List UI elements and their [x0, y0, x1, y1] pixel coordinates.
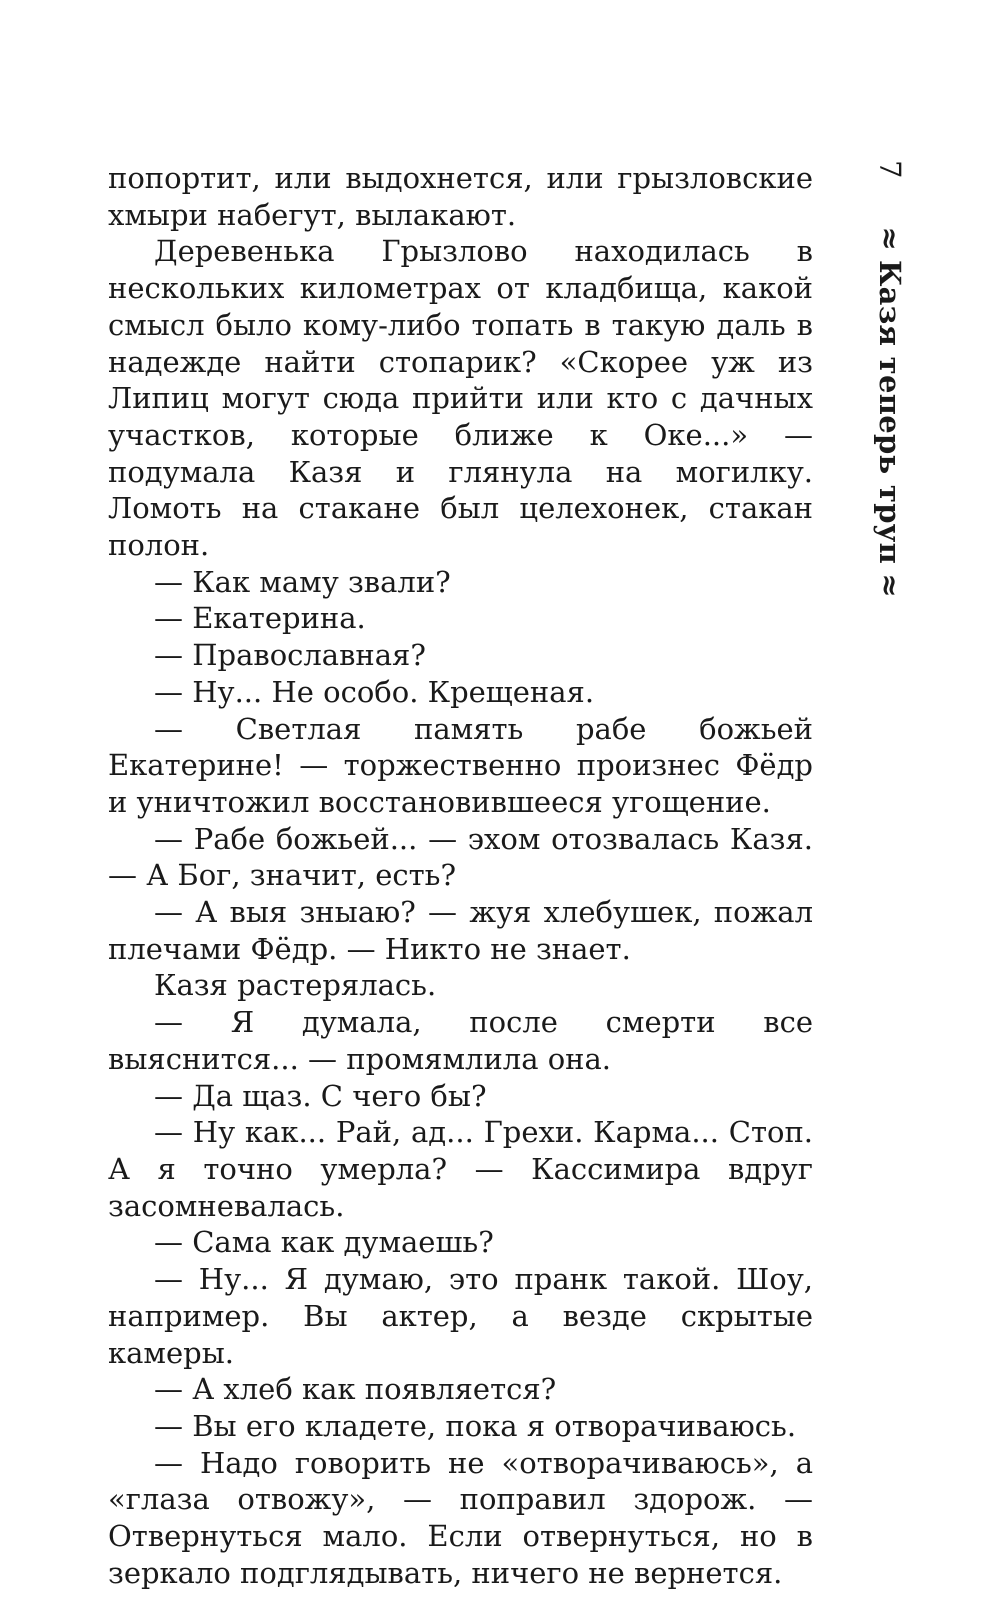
running-head-text: [866, 160, 914, 760]
dialogue-line: — Светлая память рабе божьей Екатерине! — торжественно произнес Фёдр и уничтожил восстановившееся угощение.: [108, 711, 813, 819]
dialogue-line: — Православная?: [154, 638, 426, 673]
dialogue-line: — Надо говорить не «отворачиваюсь», а «глаза отвожу», — поправил здорож. — Отвернуться мало. Если отвернуться, но в зеркало подглядывать, ничего не вернется.: [108, 1445, 813, 1590]
ornament-right: ≈: [873, 573, 907, 598]
dialogue-line: — Рабе божьей... — эхом отозвалась Казя. — А Бог, значит, есть?: [108, 821, 813, 893]
dialogue-line: — Ну... Не особо. Крещеная.: [154, 674, 595, 709]
dialogue-line: — Екатерина.: [154, 601, 366, 636]
ornament-left: ≈: [873, 226, 907, 251]
dialogue-line: — Я думала, после смерти все выяснится... — промямлила она.: [108, 1005, 813, 1076]
dialogue-line: — Ну... Я думаю, это пранк такой. Шоу, например. Вы актер, а везде скрытые камеры.: [108, 1262, 813, 1370]
body-text: [108, 160, 813, 1591]
dialogue-line: — Сама как думаешь?: [154, 1225, 494, 1260]
dialogue-line: — А выя зныаю? — жуя хлебушек, пожал плечами Фёдр. — Никто не знает.: [108, 895, 813, 966]
dialogue-line: — Как маму звали?: [154, 564, 451, 599]
dialogue-line: — Ну как... Рай, ад... Грехи. Карма... Стоп. А я точно умерла? — Кассимира вдруг засомневалась.: [108, 1115, 813, 1223]
paragraph: Казя растерялась.: [154, 968, 437, 1003]
page-number: 7: [873, 160, 907, 179]
paragraph: Деревенька Грызлово находилась в нескольких километрах от кладбища, какой смысл было кому-либо топать в такую даль в надежде найти стопарик? «Скорее уж из Липиц могут сюда прийти или кто с дачных участков, которые ближе к Оке...» — подумала Казя и глянула на могилку. Ломоть на стакане был целехонек, стакан полон.: [108, 234, 813, 563]
dialogue-line: — Да щаз. С чего бы?: [154, 1078, 487, 1113]
book-title: Казя теперь труп: [873, 259, 907, 565]
dialogue-line: — А хлеб как появляется?: [154, 1372, 557, 1407]
paragraph: попортит, или выдохнется, или грызловские хмыри набегут, вылакают.: [108, 161, 813, 232]
running-head: [866, 160, 914, 760]
dialogue-line: — Вы его кладете, пока я отворачиваюсь.: [154, 1408, 797, 1443]
